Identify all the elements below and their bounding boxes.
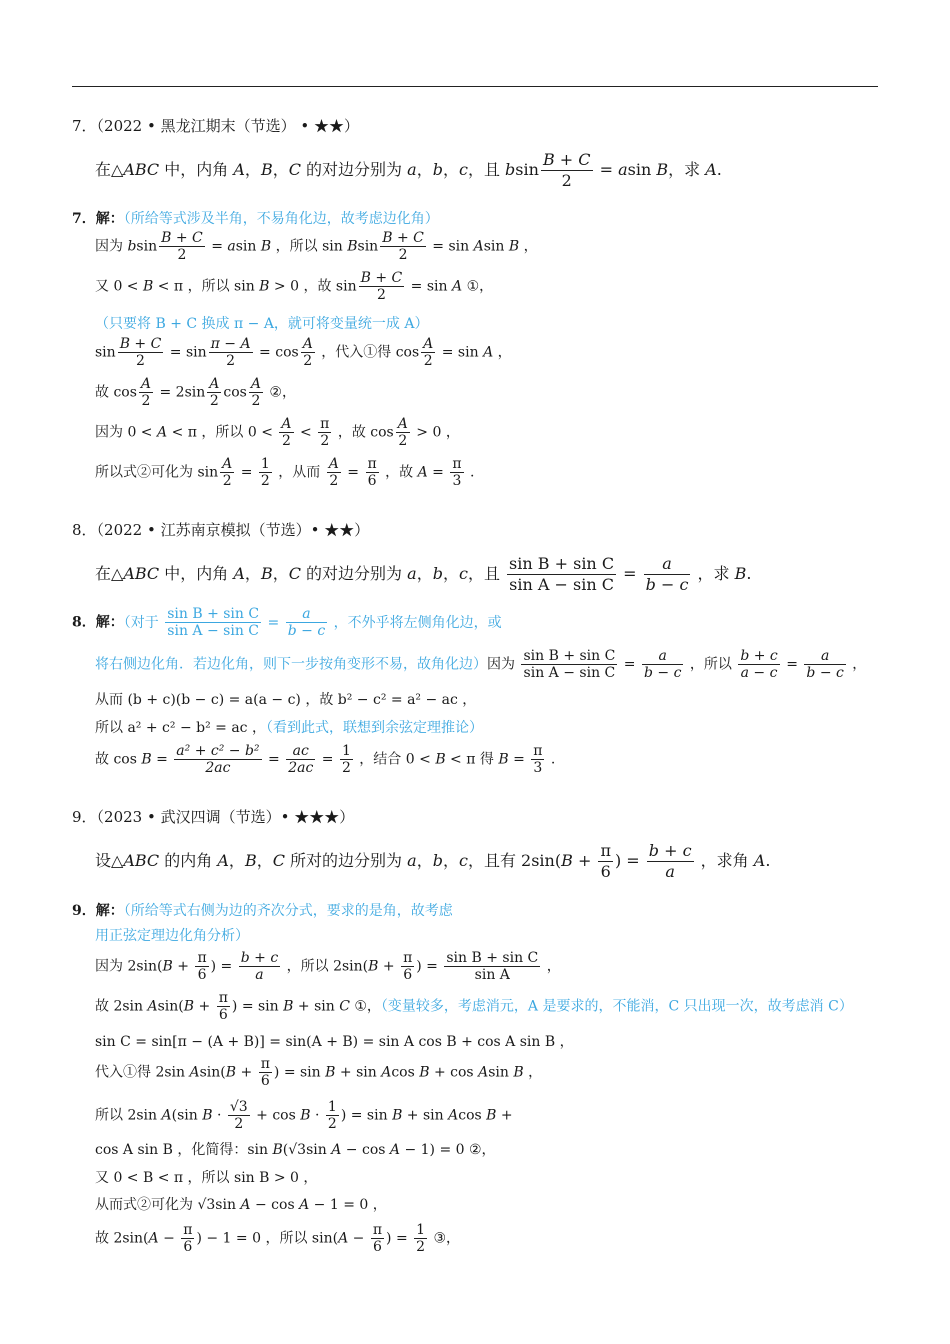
problem-8-header: 8．（2022 • 江苏南京模拟（节选）• ★★） (72, 521, 370, 539)
solution-7-label: 7．解：（所给等式涉及半角，不易角化边，故考虑边化角） (72, 211, 439, 227)
solution-9-step-7: 又 0 < B < π ，所以 sin B > 0 ， (95, 1170, 318, 1186)
solution-7-step-3: sin $\frac{B + C}{2}$ = sin $\frac{\pi - A}{2}$ = cos $\frac{A}{2}$ ，代入①得 cos $\frac{A}{2}$ = sin A ， (95, 336, 512, 369)
solution-9-step-5: 所以 2sin A(sin B · $\frac{√3}{2}$ + cos B · $\frac{1}{2}$ ) = sin B + sin Acos B + (95, 1099, 513, 1132)
solution-9-step-4: 代入①得 2sin Asin(B + $\frac{\pi}{6}$ ) = sin B + sin Acos B + cos Asin B ， (95, 1056, 543, 1089)
solution-8-step-4: 故 cos B = $\frac{\text{a² + c² − b²}}{2ac}$ = $\frac{ac}{2ac}$ = $\frac{1}{2}$ ，结合 0 < B < π 得 B = $\frac{\pi}{3}$ . (95, 743, 556, 776)
solution-7-step-5: 因为 0 < A < π ，所以 0 < $\frac{A}{2}$ < $\frac{\pi}{2}$ ，故 cos $\frac{A}{2}$ > 0 ， (95, 416, 460, 449)
solution-9-step-8: 从而式②可化为 √3sin A − cos A − 1 = 0 ， (95, 1197, 387, 1213)
top-rule (72, 86, 878, 87)
solution-7-step-4: 故 cos $\frac{A}{2}$ = 2sin $\frac{A}{2}$ cos $\frac{A}{2}$ ②， (95, 376, 296, 409)
solution-7-note-2: （只要将 B + C 换成 π − A，就可将变量统一成 A） (95, 316, 429, 332)
solution-9-step-6: cos A sin B ，化简得：sin B(√3sin A − cos A − 1) = 0 ②， (95, 1142, 496, 1158)
solution-9-step-3: sin C = sin[π − (A + B)] = sin(A + B) = sin A cos B + cos A sin B ， (95, 1034, 574, 1050)
solution-8-step-2: 从而 (b + c)(b − c) = a(a − c) ，故 b² − c² = a² − ac ， (95, 692, 477, 708)
solution-7-step-6: 所以式②可化为 sin $\frac{A}{2}$ = $\frac{1}{2}$ ，从而 $\frac{A}{2}$ = $\frac{\pi}{6}$ ，故 A = $\frac{\pi}{3}$ . (95, 456, 475, 489)
solution-9-step-1: 因为 2sin(B + $\frac{\pi}{6}$ ) = $\frac{b + c}{a}$ ，所以 2sin(B + $\frac{\pi}{6}$ ) = $\frac{\text{sin B + sin C}}{\text{sin A}}$ ， (95, 950, 561, 983)
solution-8-step-1: 将右侧边化角．若边化角，则下一步按角变形不易，故角化边）因为 $\frac{\text{sin B + sin C}}{\text{sin A − sin C}}$ = $\frac{a}{b - c}$ ，所以 $\frac{b + c}{a - c}$ = $\frac{a}{b - c}$ ， (95, 648, 867, 681)
solution-7-step-1: 因为 bsin $\frac{B + C}{2}$ = asin B ，所以 sin Bsin $\frac{B + C}{2}$ = sin Asin B ， (95, 230, 538, 263)
solution-9-step-9: 故 2sin(A − $\frac{\pi}{6}$ ) − 1 = 0 ，所以 sin(A − $\frac{\pi}{6}$ ) = $\frac{1}{2}$ ③， (95, 1222, 461, 1255)
solution-8-step-3: 所以 a² + c² − b² = ac ，（看到此式，联想到余弦定理推论） (95, 720, 483, 736)
problem-9-stem: 设△ABC 的内角 A，B，C 所对的边分别为 a，b，c，且有 2sin(B + $\frac{\pi}{6}$ ) = $\frac{b + c}{a}$ ，求角 A. (95, 841, 771, 881)
solution-9-step-2: 故 2sin Asin(B + $\frac{\pi}{6}$ ) = sin B + sin C ①，（变量较多，考虑消元，A 是要求的，不能消，C 只出现一次，故考虑消 C） (95, 990, 853, 1023)
problem-8-stem: 在△ABC 中，内角 A，B，C 的对边分别为 a，b，c，且 $\frac{\text{sin B + sin C}}{\text{sin A − sin C}}$ = $\frac{a}{b - c}$ ，求 B. (95, 554, 752, 594)
problem-7-header: 7．（2022 • 黑龙江期末（节选） • ★★） (72, 117, 359, 135)
solution-9-label: 9．解：（所给等式右侧为边的齐次分式，要求的是角，故考虑 (72, 903, 453, 919)
solution-9-note-1b: 用正弦定理边化角分析） (95, 928, 249, 944)
problem-9-header: 9．（2023 • 武汉四调（节选）• ★★★） (72, 808, 355, 826)
solution-8-label: 8．解：（对于 $\frac{\text{sin B + sin C}}{\text{sin A − sin C}}$ = $\frac{a}{b - c}$ ，不外乎将左侧角化边，或 (72, 606, 502, 639)
solution-7-step-2: 又 0 < B < π ，所以 sin B > 0 ，故 sin $\frac{B + C}{2}$ = sin A ①， (95, 270, 494, 303)
problem-7-stem: 在△ABC 中，内角 A，B，C 的对边分别为 a，b，c，且 bsin $\frac{B + C}{2}$ = asin B，求 A. (95, 150, 722, 190)
